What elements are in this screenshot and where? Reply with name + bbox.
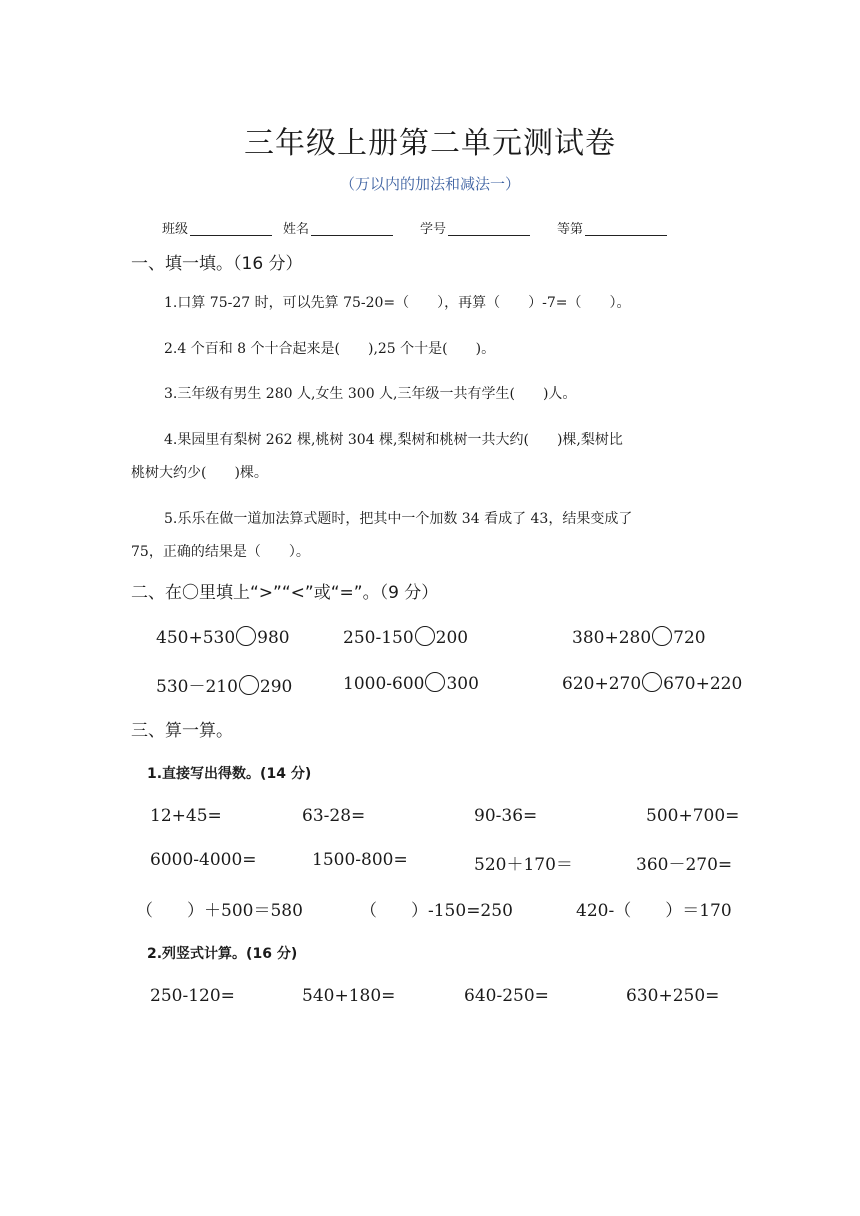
vertical-calc-item: 250-120= bbox=[150, 986, 235, 1006]
calc-item: 500+700= bbox=[646, 806, 740, 826]
compare-right: 670+220 bbox=[663, 674, 743, 694]
compare-right: 200 bbox=[435, 628, 469, 648]
subsection-1-heading: 1.直接写出得数。(14 分) bbox=[147, 766, 312, 782]
compare-circle[interactable] bbox=[415, 626, 435, 646]
compare-left: 250-150 bbox=[343, 628, 414, 648]
grade-field bbox=[557, 218, 667, 237]
question-5-line1: 5.乐乐在做一道加法算式题时，把其中一个加数 34 看成了 43，结果变成了 bbox=[164, 511, 633, 527]
compare-circle[interactable] bbox=[642, 672, 662, 692]
compare-left: 1000-600 bbox=[343, 674, 425, 694]
page-subtitle: （万以内的加法和减法一） bbox=[339, 175, 520, 193]
compare-right: 720 bbox=[673, 628, 706, 648]
calc-item: 6000-4000= bbox=[150, 850, 257, 870]
compare-circle[interactable] bbox=[425, 672, 445, 692]
number-label: 学号 bbox=[420, 222, 447, 237]
compare-item bbox=[343, 672, 479, 694]
compare-right: 980 bbox=[257, 628, 290, 648]
section2-heading: 二、在〇里填上“>”“<”或“=”。（9 分） bbox=[131, 583, 439, 603]
calc-item: 420-（ ）＝170 bbox=[576, 901, 732, 921]
compare-left: 450+530 bbox=[156, 628, 236, 648]
question-2: 2.4 个百和 8 个十合起来是( ),25 个十是( )。 bbox=[164, 341, 496, 357]
number-blank[interactable] bbox=[448, 221, 530, 236]
vertical-calc-item: 630+250= bbox=[626, 986, 720, 1006]
calc-item: 90-36= bbox=[474, 806, 538, 826]
class-label: 班级 bbox=[162, 222, 189, 237]
calc-item: 520＋170＝ bbox=[474, 855, 573, 875]
calc-item: 360－270= bbox=[636, 855, 733, 875]
compare-left: 620+270 bbox=[562, 674, 642, 694]
compare-item bbox=[562, 672, 742, 694]
compare-item bbox=[343, 626, 468, 648]
grade-label: 等第 bbox=[557, 222, 584, 237]
calc-item: 63-28= bbox=[302, 806, 366, 826]
compare-circle[interactable] bbox=[236, 626, 256, 646]
compare-right: 290 bbox=[259, 677, 293, 697]
section3-heading: 三、算一算。 bbox=[131, 721, 233, 741]
compare-item bbox=[572, 626, 706, 648]
question-4-line2: 桃树大约少( )棵。 bbox=[131, 465, 268, 481]
subsection-2-heading: 2.列竖式计算。(16 分) bbox=[147, 946, 298, 962]
compare-right: 300 bbox=[446, 674, 479, 694]
vertical-calc-item: 540+180= bbox=[302, 986, 396, 1006]
calc-item: 12+45= bbox=[150, 806, 222, 826]
vertical-calc-item: 640-250= bbox=[464, 986, 549, 1006]
calc-item: （ ）-150=250 bbox=[360, 901, 513, 921]
compare-item bbox=[156, 672, 292, 697]
page-title: 三年级上册第二单元测试卷 bbox=[244, 126, 616, 161]
name-field bbox=[283, 218, 393, 237]
compare-circle[interactable] bbox=[239, 675, 259, 695]
compare-left: 380+280 bbox=[572, 628, 652, 648]
compare-left: 530－210 bbox=[156, 677, 238, 697]
question-3: 3.三年级有男生 280 人,女生 300 人,三年级一共有学生( )人。 bbox=[164, 386, 577, 402]
calc-item: 1500-800= bbox=[312, 850, 408, 870]
name-label: 姓名 bbox=[283, 222, 310, 237]
question-1: 1.口算 75-27 时，可以先算 75-20=（ ），再算（ ）-7=（ ）。 bbox=[164, 295, 631, 311]
question-5-line2: 75，正确的结果是（ ）。 bbox=[131, 544, 310, 560]
name-blank[interactable] bbox=[311, 221, 393, 236]
class-field bbox=[162, 218, 272, 237]
grade-blank[interactable] bbox=[585, 221, 667, 236]
section1-heading: 一、填一填。（16 分） bbox=[131, 254, 303, 274]
question-4-line1: 4.果园里有梨树 262 棵,桃树 304 棵,梨树和桃树一共大约( )棵,梨树比 bbox=[164, 432, 623, 448]
number-field bbox=[420, 218, 530, 237]
compare-item bbox=[156, 626, 290, 648]
class-blank[interactable] bbox=[190, 221, 272, 236]
calc-item: （ ）＋500＝580 bbox=[136, 901, 303, 921]
compare-circle[interactable] bbox=[652, 626, 672, 646]
